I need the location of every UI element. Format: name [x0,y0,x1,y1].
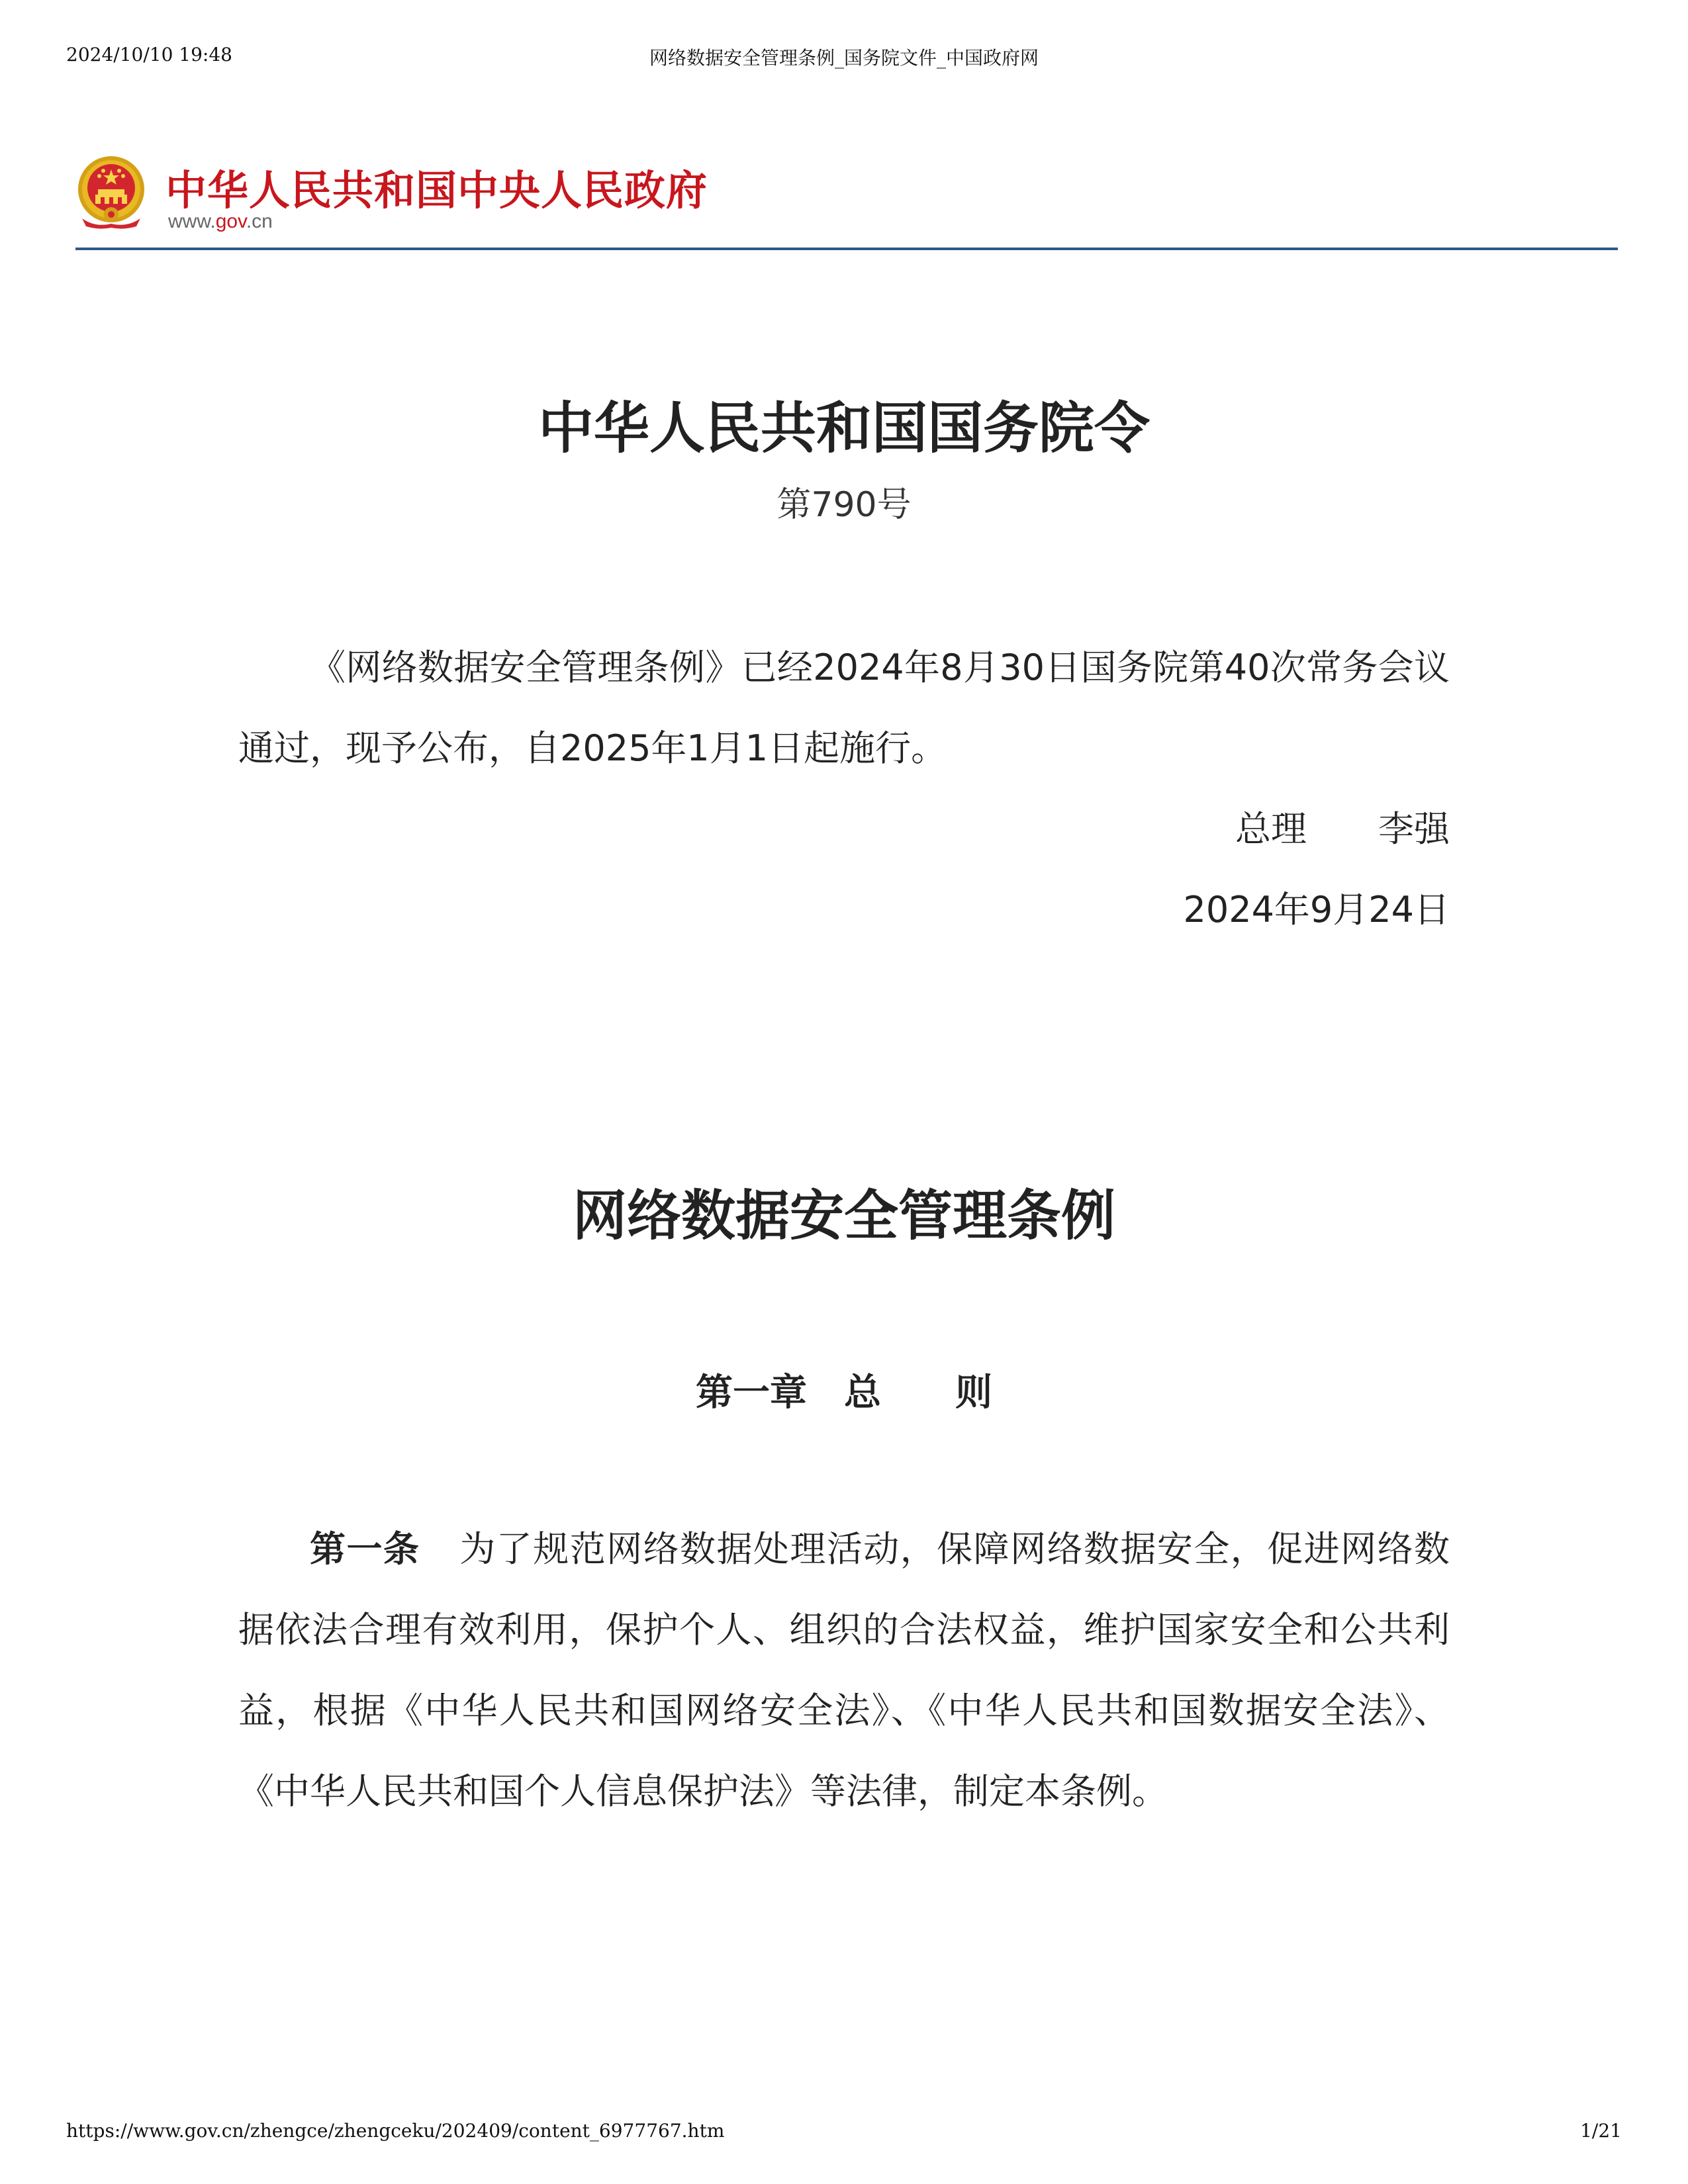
print-datetime: 2024/10/10 19:48 [66,44,232,66]
decree-date: 2024年9月24日 [1183,889,1450,931]
header-divider [75,248,1618,250]
decree-signer: 总理 李强 [1235,808,1450,850]
print-header [0,44,1688,70]
article-label: 第一条 [310,1528,420,1570]
site-url[interactable] [168,210,273,233]
site-header [75,154,1618,251]
decree-title: 中华人民共和国国务院令 [538,396,1150,461]
print-page-title: 网络数据安全管理条例_国务院文件_中国政府网 [649,47,1039,69]
decree-number: 第790号 [776,485,912,525]
article-text: 为了规范网络数据处理活动，保障网络数据安全，促进网络数据依法合理有效利用，保护个人、组织的合法权益，维护国家安全和公共利益，根据《中华人民共和国网络安全法》、《中华人民共和国数据安全法》、《中华人民共和国个人信息保护法》等法律，制定本条例。 [238,1528,1450,1812]
national-emblem-icon[interactable] [75,154,147,230]
decree-announcement: 《网络数据安全管理条例》已经2024年8月30日国务院第40次常务会议通过，现予公布，自2025年1月1日起施行。 [238,647,1450,769]
chapter-title: 第一章 总 则 [696,1371,992,1414]
site-name[interactable]: 中华人民共和国中央人民政府 [165,166,708,214]
print-url: https://www.gov.cn/zhengce/zhengceku/202409/content_6977767.htm [66,2120,725,2142]
regulation-title: 网络数据安全管理条例 [572,1185,1115,1248]
site-url-prefix: www. [168,210,216,232]
print-footer [0,2120,1688,2146]
site-url-suffix: .cn [246,210,273,232]
site-url-accent: gov [215,210,246,232]
article-1 [238,1509,1450,1832]
page-indicator: 1/21 [1580,2120,1622,2142]
